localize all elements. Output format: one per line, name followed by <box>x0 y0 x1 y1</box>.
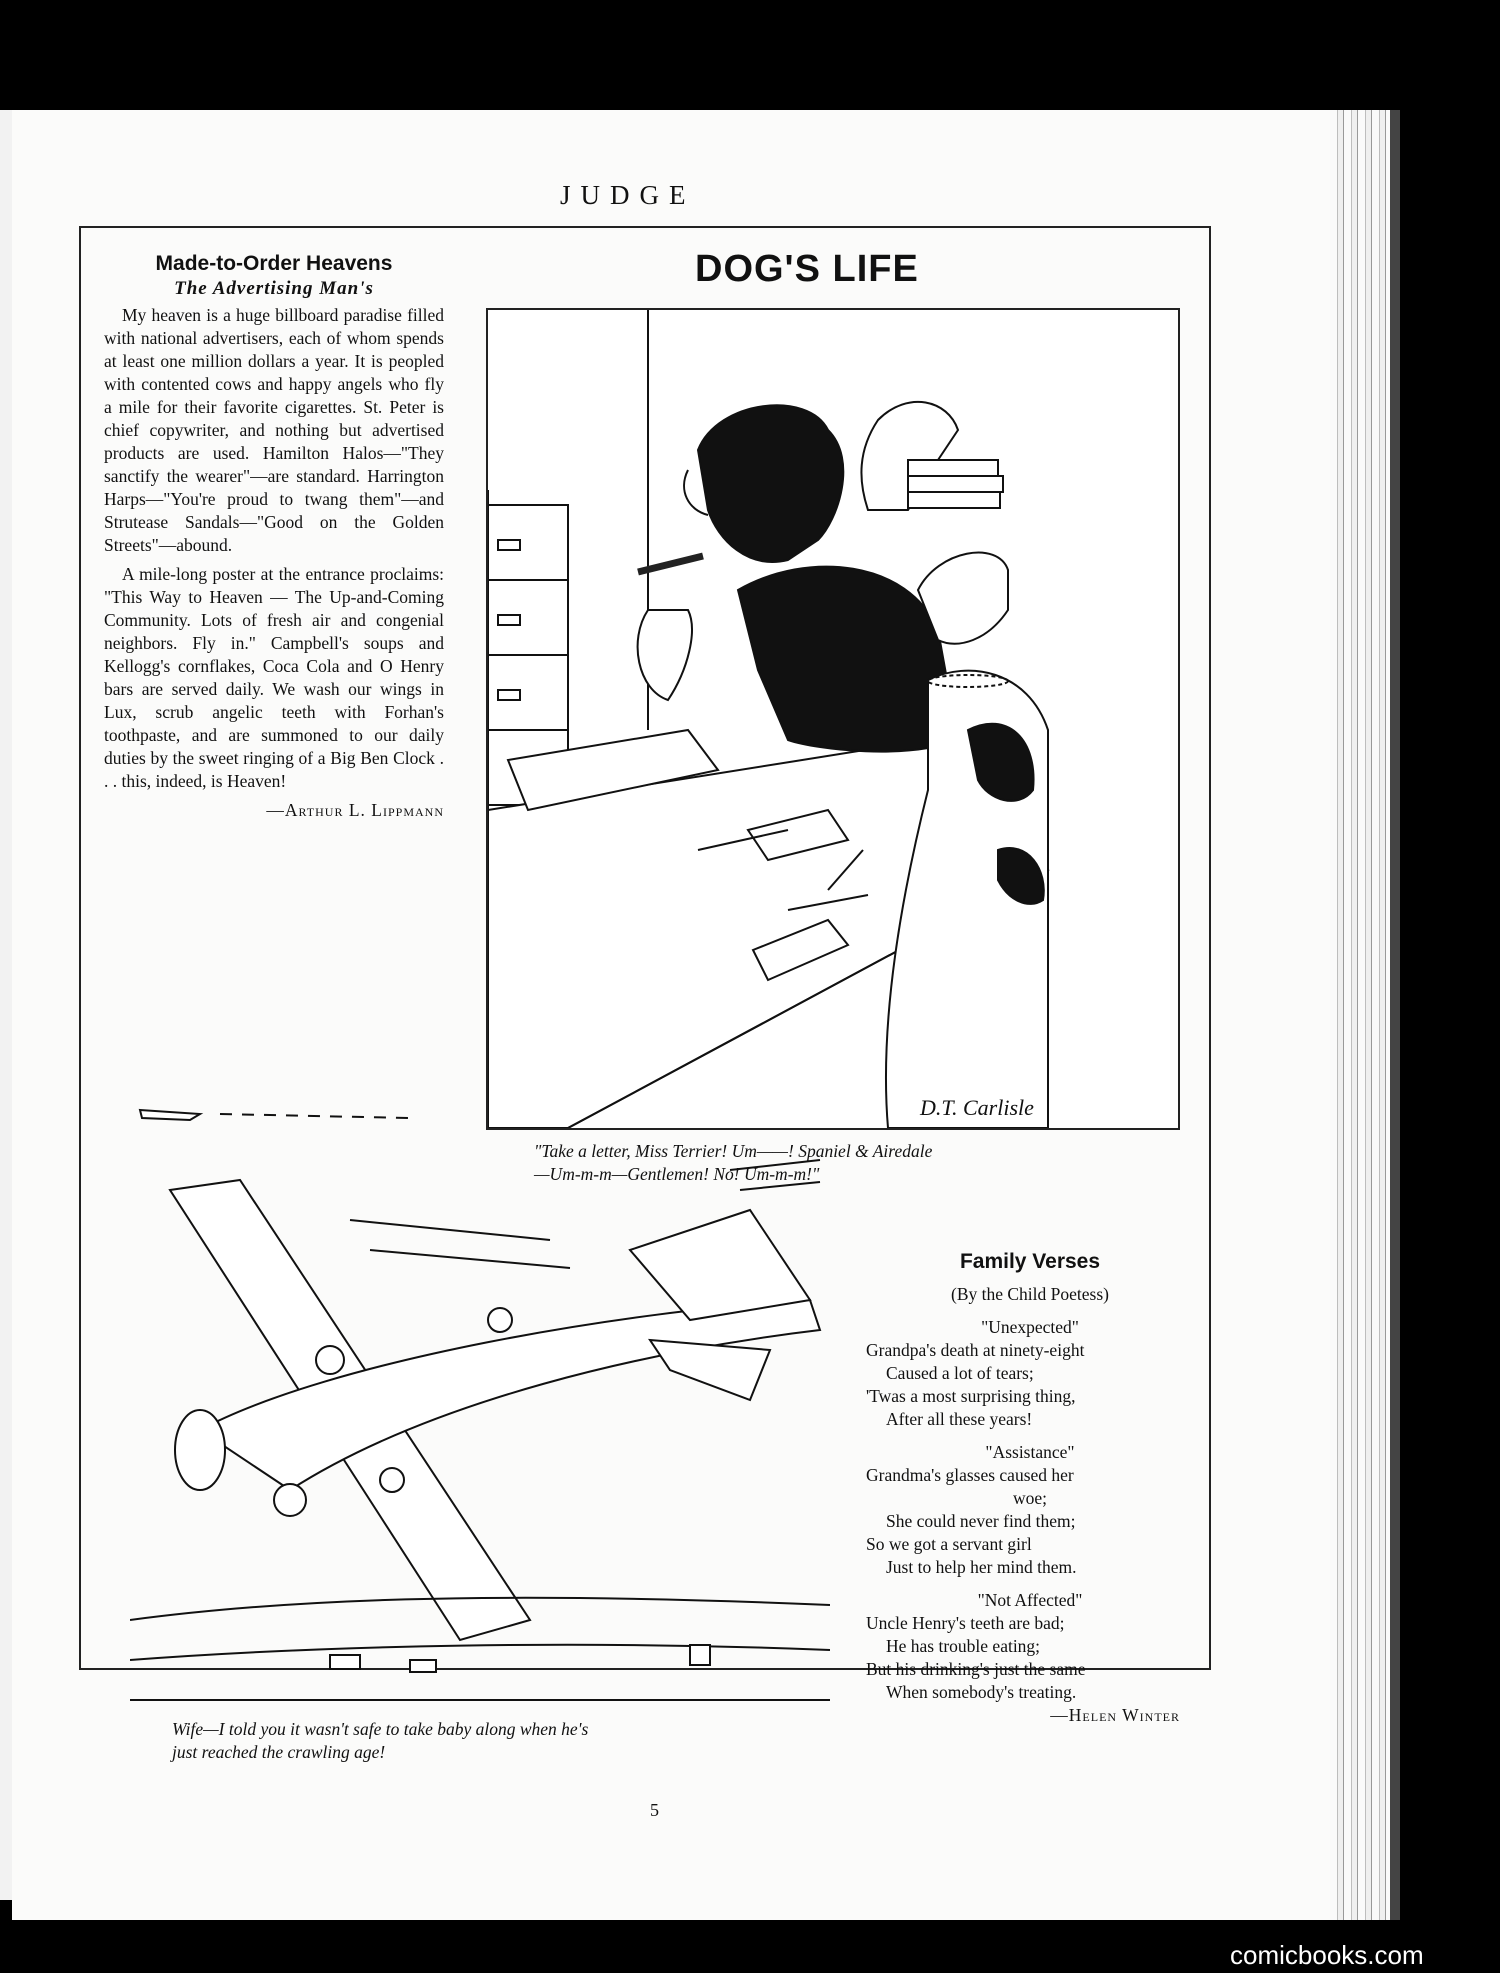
poem-line: Just to help her mind them. <box>886 1557 1077 1577</box>
poem-line: After all these years! <box>886 1409 1033 1429</box>
small-distant-plane <box>140 1110 200 1120</box>
husband-figure <box>488 1308 512 1332</box>
magazine-title: JUDGE <box>560 180 696 210</box>
article-column <box>104 252 444 822</box>
page-edges <box>1330 110 1390 1920</box>
verses-byline: —Helen Winter <box>1050 1705 1180 1725</box>
dogs-office-drawing <box>488 310 1178 1128</box>
airplane-illustration <box>130 1100 830 1720</box>
airedale-with-books <box>861 402 1003 510</box>
cartoon-signature: D.T. Carlisle <box>920 1095 1034 1120</box>
poem-title: "Not Affected" <box>977 1590 1083 1610</box>
poem-line: She could never find them; <box>886 1511 1076 1531</box>
dogs-life-illustration <box>486 308 1180 1130</box>
poem-line: When somebody's treating. <box>886 1682 1077 1702</box>
poem-line: Uncle Henry's teeth are bad; <box>866 1613 1065 1633</box>
cartoon-title: DOG'S LIFE <box>695 248 919 290</box>
article-byline: —Arthur L. Lippmann <box>266 800 444 820</box>
poem-line: So we got a servant girl <box>866 1534 1032 1554</box>
poem-line: 'Twas a most surprising thing, <box>866 1386 1076 1406</box>
article-title: Made-to-Order Heavens <box>155 252 393 275</box>
poem-line: But his drinking's just the same <box>866 1659 1086 1679</box>
poem-title: "Assistance" <box>985 1442 1075 1462</box>
verses-title: Family Verses <box>959 1250 1101 1273</box>
watermark: comicbooks.com <box>1230 1940 1424 1970</box>
plane-caption <box>172 1718 832 1764</box>
plane-caption-line: Wife—I told you it wasn't safe to take baby along when he's <box>172 1719 589 1739</box>
poem-line: woe; <box>1012 1488 1048 1508</box>
page-number: 5 <box>650 1800 659 1820</box>
poem-line: Caused a lot of tears; <box>886 1363 1034 1383</box>
poem-title: "Unexpected" <box>981 1317 1079 1337</box>
verses-subtitle: (By the Child Poetess) <box>951 1284 1109 1304</box>
article-paragraph: A mile-long poster at the entrance proclaims: "This Way to Heaven — The Up-and-Coming Community. Lots of fresh air and congenial neighbors. Fly in." Campbell's soups and Kellogg's cornflakes, Coca Cola and O Henry bars are served daily. We wash our wings in Lux, scrub angelic teeth with Forhan's toothpaste, and are summoned to our daily duties by the sweet ringing of a Big Ben Clock . . . this, indeed, is Heaven! <box>104 564 444 791</box>
family-verses <box>860 1250 1200 1727</box>
article-subtitle: The Advertising Man's <box>174 278 374 299</box>
poem-line: Grandma's glasses caused her <box>866 1465 1074 1485</box>
poem-line: Grandpa's death at ninety-eight <box>866 1340 1085 1360</box>
article-paragraph: My heaven is a huge billboard paradise filled with national advertisers, each of whom spends at least one million dollars a year. It is peopled with contented cows and happy angels who fly a mile for their favorite cigarettes. St. Peter is chief copywriter, and nothing but advertised products are used. Hamilton Halos—"They sanctify the wearer"—are standard. Harrington Harps—"You're proud to twang them"—and Strutease Sandals—"Good on the Golden Streets"—abound. <box>104 305 444 555</box>
baby-figure <box>380 1468 404 1492</box>
plane-caption-line: just reached the crawling age! <box>172 1742 386 1762</box>
cartoon-caption-line: "Take a letter, Miss Terrier! Um——! Spaniel & Airedale <box>534 1141 933 1161</box>
page-edge-shadow <box>1390 110 1400 1920</box>
cartoon-caption-line: —Um-m-m—Gentlemen! No! Um-m-m!" <box>534 1164 820 1184</box>
poem-line: He has trouble eating; <box>886 1636 1041 1656</box>
wife-figure <box>316 1346 344 1374</box>
